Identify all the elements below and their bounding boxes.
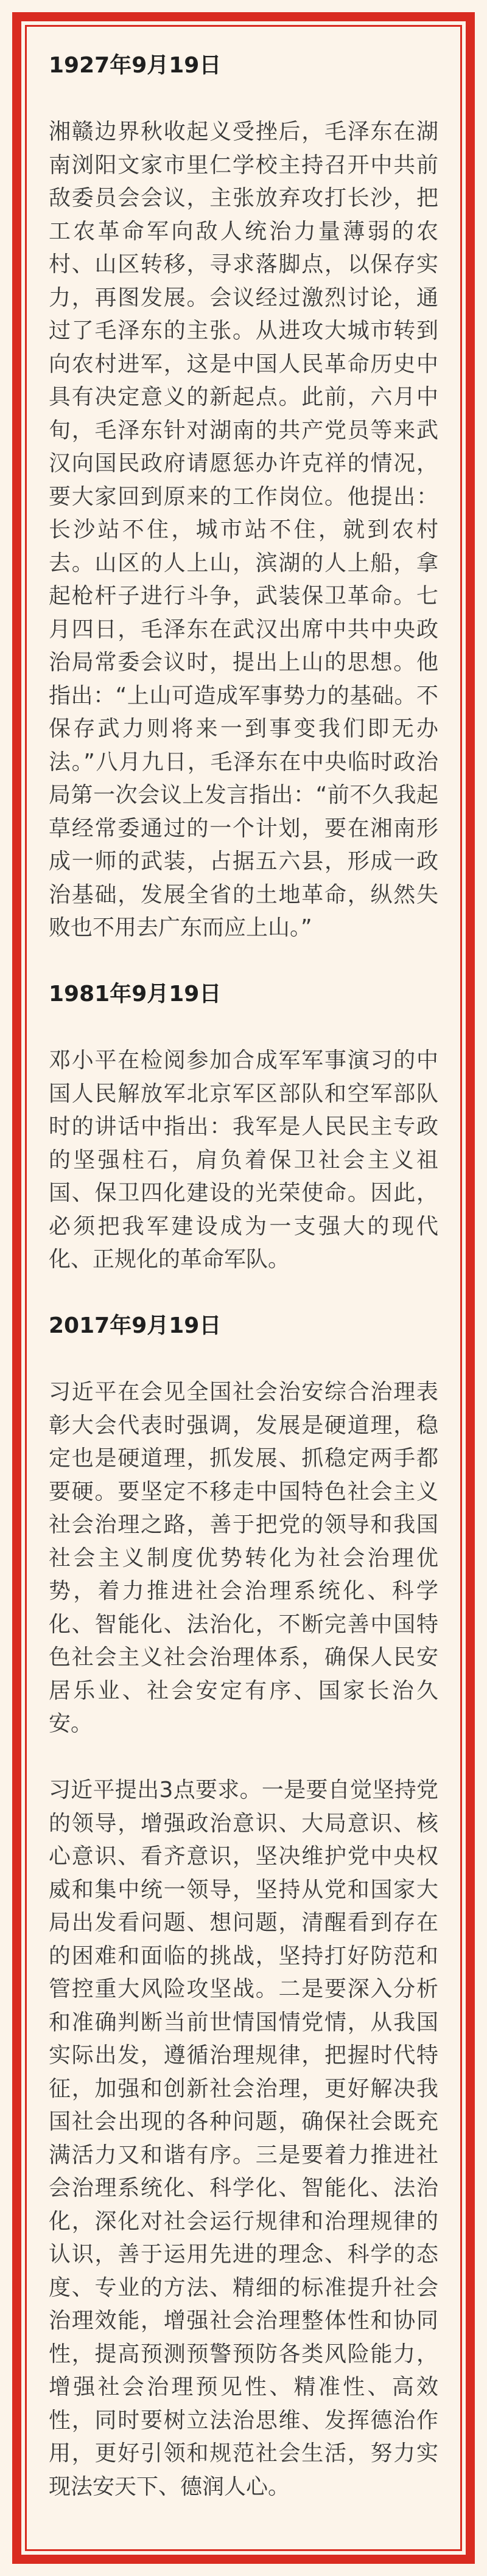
paragraph: 习近平提出3点要求。一是要自觉坚持党的领导，增强政治意识、大局意识、核心意识、看齐意识，坚决维护党中央权威和集中统一领导，坚持从党和国家大局出发看问题、想问题，清醒看到存在的困难和面临的挑战，坚持打好防范和管控重大风险攻坚战。二是要深入分析和准确判断当前世情国情党情，从我国实际出发，遵循治理规律，把握时代特征，加强和创新社会治理，更好解决我国社会出现的各种问题，确保社会既充满活力又和谐有序。三是要着力推进社会治理系统化、科学化、智能化、法治化，深化对社会运行规律和治理规律的认识，善于运用先进的理念、科学的态度、专业的方法、精细的标准提升社会治理效能，增强社会治理整体性和协同性，提高预测预警预防各类风险能力，增强社会治理预见性、精准性、高效性，同时要树立法治思维、发挥德治作用，更好引领和规范社会生活，努力实现法安天下、德润人心。 (49, 1778, 438, 2499)
paragraph: 湘赣边界秋收起义受挫后，毛泽东在湖南浏阳文家市里仁学校主持召开中共前敌委员会会议，主张放弃攻打长沙，把工农革命军向敌人统治力量薄弱的农村、山区转移，寻求落脚点，以保存实力，再图发展。会议经过激烈讨论，通过了毛泽东的主张。从进攻大城市转到向农村进军，这是中国人民革命历史中具有决定意义的新起点。此前，六月中旬，毛泽东针对湖南的共产党员等来武汉向国民政府请愿惩办许克祥的情况，要大家回到原来的工作岗位。他提出：长沙站不住，城市站不住，就到农村去。山区的人上山，滨湖的人上船，拿起枪杆子进行斗争，武装保卫革命。七月四日，毛泽东在武汉出席中共中央政治局常委会议时，提出上山的思想。他指出：“上山可造成军事势力的基础。不保存武力则将来一到事变我们即无办法。”八月九日，毛泽东在中央临时政治局第一次会议上发言指出：“前不久我起草经常委通过的一个计划，要在湘南形成一师的武装，占据五六县，形成一政治基础，发展全省的土地革命，纵然失败也不用去广东而应上山。” (49, 119, 438, 940)
date-heading: 1927年9月19日 (49, 53, 222, 78)
entry-1927 (49, 49, 438, 945)
paragraph: 习近平在会见全国社会治安综合治理表彰大会代表时强调，发展是硬道理，稳定也是硬道理，抓发展、抓稳定两手都要硬。要坚定不移走中国特色社会主义社会治理之路，善于把党的领导和我国社会主义制度优势转化为社会治理优势，着力推进社会治理系统化、科学化、智能化、法治化，不断完善中国特色社会主义社会治理体系，确保人民安居乐业、社会安定有序、国家长治久安。 (49, 1380, 438, 1736)
article-content (49, 49, 438, 2504)
paragraph: 邓小平在检阅参加合成军军事演习的中国人民解放军北京军区部队和空军部队时的讲话中指出：我军是人民民主专政的坚强柱石，肩负着保卫社会主义祖国、保卫四化建设的光荣使命。因此，必须把我军建设成为一支强大的现代化、正规化的革命军队。 (49, 1048, 438, 1272)
date-heading: 2017年9月19日 (49, 1313, 222, 1338)
entry-2017 (49, 1310, 438, 2504)
entry-1981 (49, 978, 438, 1277)
date-heading: 1981年9月19日 (49, 982, 222, 1007)
